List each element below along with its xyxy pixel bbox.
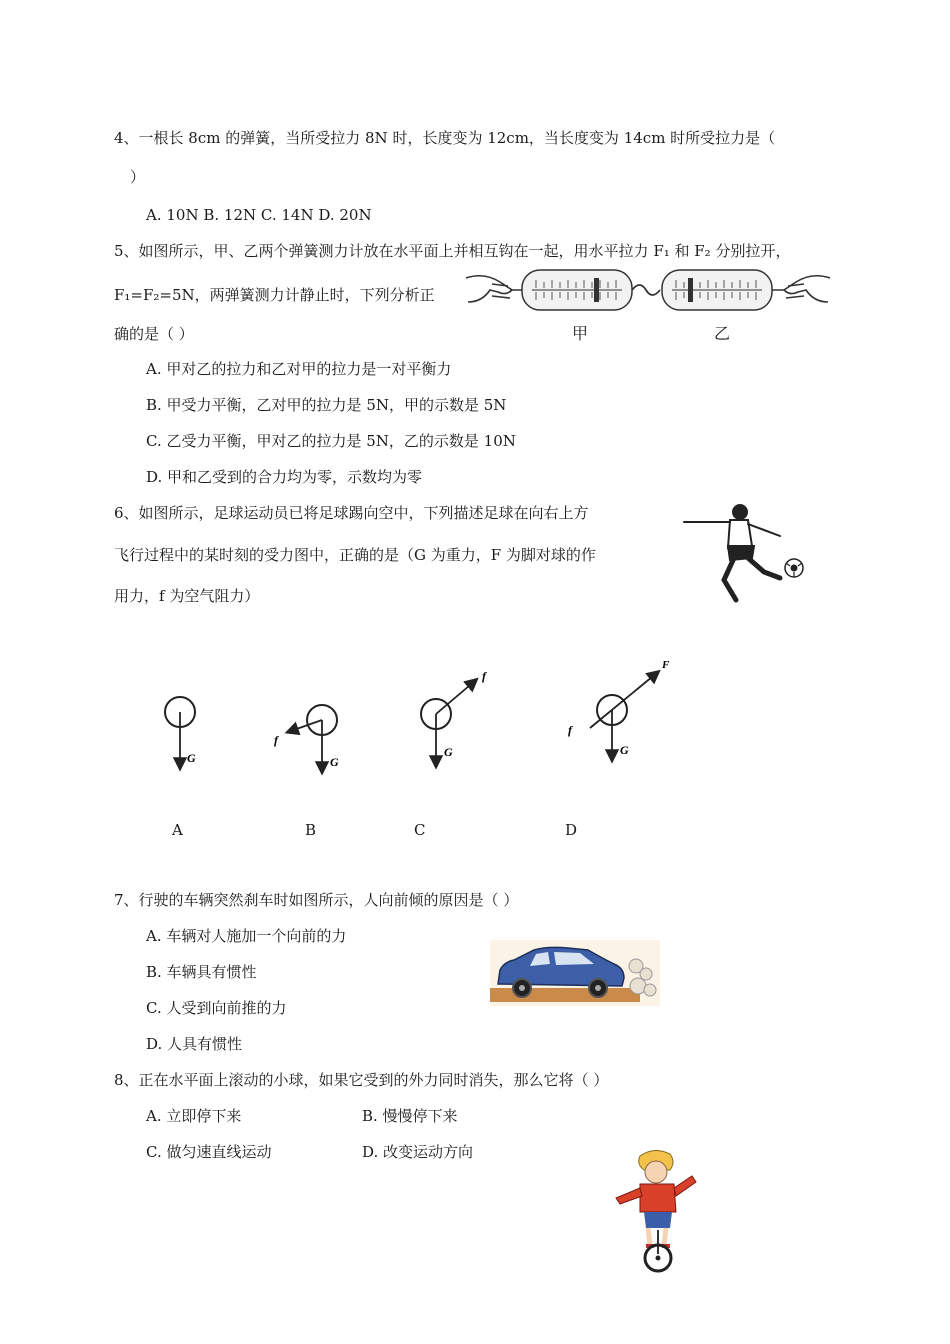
q7-option-d: D. 人具有惯性 <box>146 1035 243 1053</box>
q6-choice-c: C <box>414 821 426 839</box>
q5-stem-line1: 5、如图所示，甲、乙两个弹簧测力计放在水平面上并相互钩在一起，用水平拉力 F₁ 和 F₂ 分别拉开， <box>114 242 791 260</box>
q7-option-b: B. 车辆具有惯性 <box>146 963 257 981</box>
soccer-player-figure <box>672 500 812 604</box>
left-hand-icon <box>466 276 512 302</box>
hook-connector <box>632 285 660 295</box>
label-g-d: G <box>620 743 629 757</box>
braking-car-figure <box>490 940 660 1006</box>
diagram-a <box>165 697 196 768</box>
q5-stem-line2: F₁=F₂=5N，两弹簧测力计静止时，下列分析正 <box>114 286 435 304</box>
q5-option-c: C. 乙受力平衡，甲对乙的拉力是 5N，乙的示数是 10N <box>146 432 516 450</box>
spring-scales-figure <box>462 262 834 344</box>
spring-scale-yi <box>662 270 784 310</box>
unicycle-boy-figure <box>610 1146 700 1274</box>
q4-options: A. 10N B. 12N C. 14N D. 20N <box>146 206 372 224</box>
q6-choice-b: B <box>305 821 317 839</box>
q6-stem-line2: 飞行过程中的某时刻的受力图中，正确的是（G 为重力，F 为脚对球的作 <box>114 546 596 564</box>
q7-stem: 7、行驶的车辆突然刹车时如图所示，人向前倾的原因是（ ） <box>114 891 519 909</box>
q7-option-a: A. 车辆对人施加一个向前的力 <box>146 927 347 945</box>
boy-icon <box>616 1150 696 1246</box>
right-hand-icon <box>784 276 830 302</box>
q6-stem-line3: 用力，f 为空气阻力） <box>114 587 260 605</box>
q4-stem-line2: ） <box>130 168 146 186</box>
diagram-c <box>421 669 487 766</box>
q5-option-d: D. 甲和乙受到的合力均为零，示数均为零 <box>146 468 423 486</box>
label-jia: 甲 <box>572 326 589 343</box>
label-g-c: G <box>444 745 453 759</box>
label-f-c: f <box>482 669 486 683</box>
label-g-a: G <box>187 751 196 765</box>
q5-stem-line3: 确的是（ ） <box>114 325 194 343</box>
diagram-b <box>274 705 339 772</box>
label-yi: 乙 <box>714 326 731 343</box>
q8-option-c: C. 做匀速直线运动 <box>146 1143 272 1161</box>
q7-option-c: C. 人受到向前推的力 <box>146 999 287 1017</box>
spring-scale-jia <box>510 270 632 310</box>
label-f-b: f <box>274 733 278 747</box>
q6-choice-d: D <box>565 821 578 839</box>
q8-option-d: D. 改变运动方向 <box>362 1143 474 1161</box>
q5-option-a: A. 甲对乙的拉力和乙对甲的拉力是一对平衡力 <box>146 360 452 378</box>
label-F-d: F <box>662 659 670 671</box>
label-g-b: G <box>330 755 339 769</box>
q6-choice-a: A <box>172 821 183 839</box>
force-diagrams <box>150 658 690 778</box>
q4-stem-line1: 4、一根长 8cm 的弹簧，当所受拉力 8N 时，长度变为 12cm，当长度变为 14cm 时所受拉力是（ <box>114 129 776 147</box>
label-f-d: f <box>568 723 572 737</box>
player-head <box>733 505 747 519</box>
soccer-ball-icon <box>785 559 803 577</box>
q8-option-a: A. 立即停下来 <box>146 1107 242 1125</box>
q8-stem: 8、正在水平面上滚动的小球，如果它受到的外力同时消失，那么它将（ ） <box>114 1071 609 1089</box>
q5-option-b: B. 甲受力平衡，乙对甲的拉力是 5N，甲的示数是 5N <box>146 396 507 414</box>
q8-option-b: B. 慢慢停下来 <box>362 1107 458 1125</box>
diagram-d <box>568 659 670 760</box>
q6-stem-line1: 6、如图所示，足球运动员已将足球踢向空中，下列描述足球在向右上方 <box>114 504 589 522</box>
